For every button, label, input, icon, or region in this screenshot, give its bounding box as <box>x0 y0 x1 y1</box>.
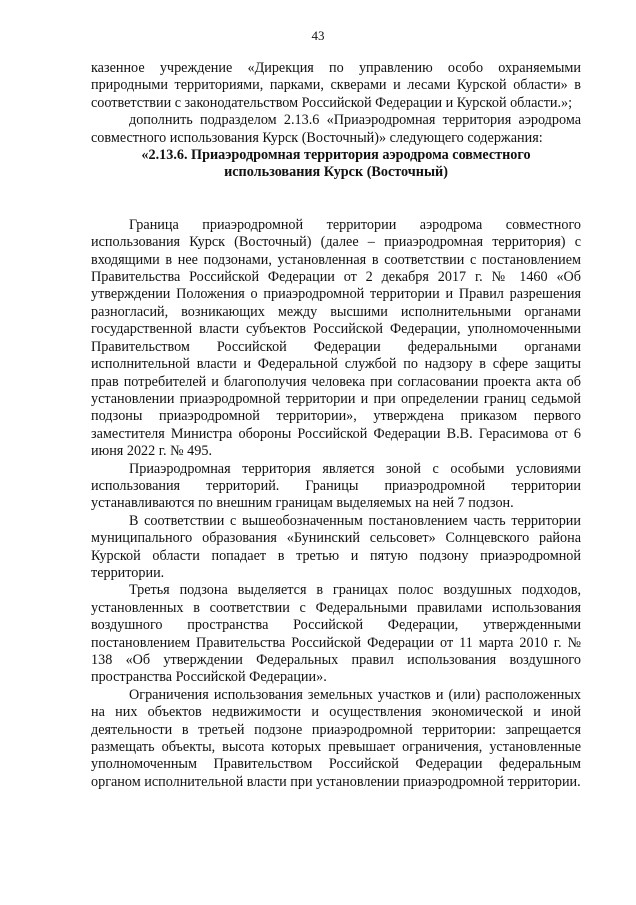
paragraph-1: казенное учреждение «Дирекция по управлению особо охраняемыми природными территориями, парками, скверами и лесами Курской области» в соответствии с законодательством Российской Федерации и Курской области.»; <box>91 60 581 111</box>
paragraph-2: дополнить подразделом 2.13.6 «Приаэродромная территория аэродрома совместного использования Курск (Восточный)» следующего содержания: <box>91 112 581 146</box>
paragraph-4: Приаэродромная территория является зоной с особыми условиями использования территорий. Границы приаэродромной территории устанавливаются по внешним границам выделяемых на ней 7 подзон. <box>91 460 581 512</box>
document-body <box>91 60 581 791</box>
page-number: 43 <box>311 28 325 43</box>
paragraph-7: Ограничения использования земельных участков и (или) расположенных на них объектов недвижимости и осуществления экономической и иной деятельности в третьей подзоне приаэродромной территории: запрещается размещать объекты, высота которых превышает ограничения, установленные уполномоченным Правительством Российской Федерации федеральным органом исполнительной власти при установлении приаэродромной территории. <box>91 686 581 790</box>
paragraph-3: Граница приаэродромной территории аэродрома совместного использования Курск (Восточный) (далее – приаэродромная территория) с входящими в нее подзонами, установленная в соответствии с постановлением Правительства Российской Федерации от 2 декабря 2017 г. № 1460 «Об утверждении Положения о приаэродромной территории и Правил разрешения разногласий, возникающих между высшими исполнительными органами государственной власти субъектов Российской Федерации, уполномоченными Правительством Российской Федерации федеральными органами исполнительной власти и Федеральной службой по надзору в сфере защиты прав потребителей и благополучия человека при согласовании проекта акта об установлении приаэродромной территории и при определении границ седьмой подзоны приаэродромной территории», утверждена приказом первого заместителя Министра обороны Российской Федерации В.В. Герасимова от 6 июня 2022 г. № 495. <box>91 216 581 460</box>
paragraph-5: В соответствии с вышеобозначенным постановлением часть территории муниципального образования «Бунинский сельсовет» Солнцевского района Курской области попадает в третью и пятую подзону приаэродромной территории. <box>91 512 581 581</box>
paragraph-6: Третья подзона выделяется в границах полос воздушных подходов, установленных в соответствии с Федеральными правилами использования воздушного пространства Российской Федерации, утвержденными постановлением Правительства Российской Федерации от 11 марта 2010 г. № 138 «Об утверждении Федеральных правил использования воздушного пространства Российской Федерации». <box>91 582 581 686</box>
section-heading: «2.13.6. Приаэродромная территория аэродрома совместного использования Курск (Восточный) <box>141 147 531 181</box>
